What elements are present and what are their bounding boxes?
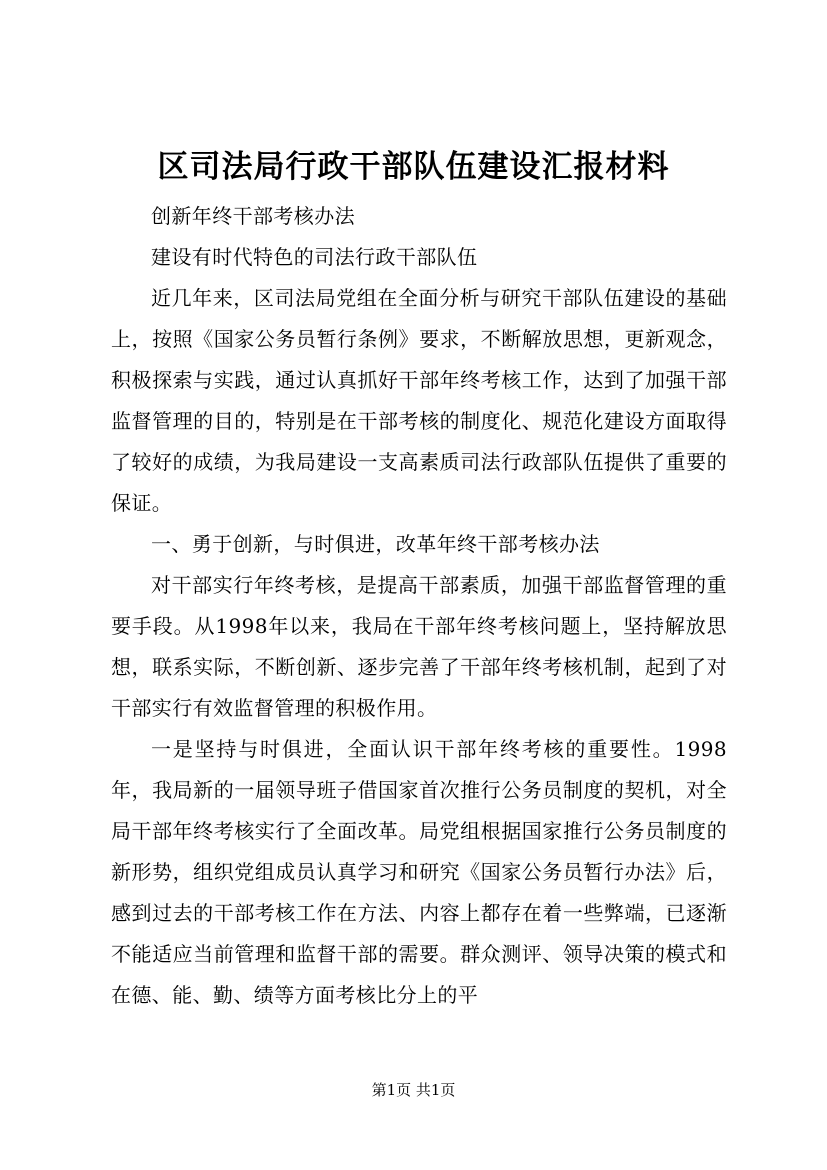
paragraph-point-1: 一是坚持与时俱进，全面认识干部年终考核的重要性。1998年，我局新的一届领导班子借国家首次推行公务员制度的契机，对全局干部年终考核实行了全面改革。局党组根据国家推行公务员制度的新形势，组织党组成员认真学习和研究《国家公务员暂行办法》后，感到过去的干部考核工作在方法、内容上都存在着一些弊端，已逐渐不能适应当前管理和监督干部的需要。群众测评、领导决策的模式和在德、能、勤、绩等方面考核比分上的平: [111, 737, 727, 1007]
paragraph-subtitle-1: 创新年终干部考核办法: [151, 204, 355, 228]
paragraph-section-1: 对干部实行年终考核，是提高干部素质，加强干部监督管理的重要手段。从1998年以来，我局在干部年终考核问题上，坚持解放思想，联系实际，不断创新、逐步完善了干部年终考核机制，起到了对干部实行有效监督管理的积极作用。: [111, 573, 727, 720]
paragraph-subtitle-2: 建设有时代特色的司法行政干部队伍: [151, 245, 478, 269]
paragraph-intro: 近几年来，区司法局党组在全面分析与研究干部队伍建设的基础上，按照《国家公务员暂行条例》要求，不断解放思想，更新观念，积极探索与实践，通过认真抓好干部年终考核工作，达到了加强干部监督管理的目的，特别是在干部考核的制度化、规范化建设方面取得了较好的成绩，为我局建设一支高素质司法行政部队伍提供了重要的保证。: [111, 286, 727, 515]
document-title: 区司法局行政干部队伍建设汇报材料: [157, 149, 670, 185]
page-footer: [0, 1079, 827, 1101]
section-heading-1: 一、勇于创新，与时俱进，改革年终干部考核办法: [151, 532, 600, 556]
page-number-label: 第1页 共1页: [371, 1081, 456, 1099]
document-body: [111, 196, 727, 1016]
